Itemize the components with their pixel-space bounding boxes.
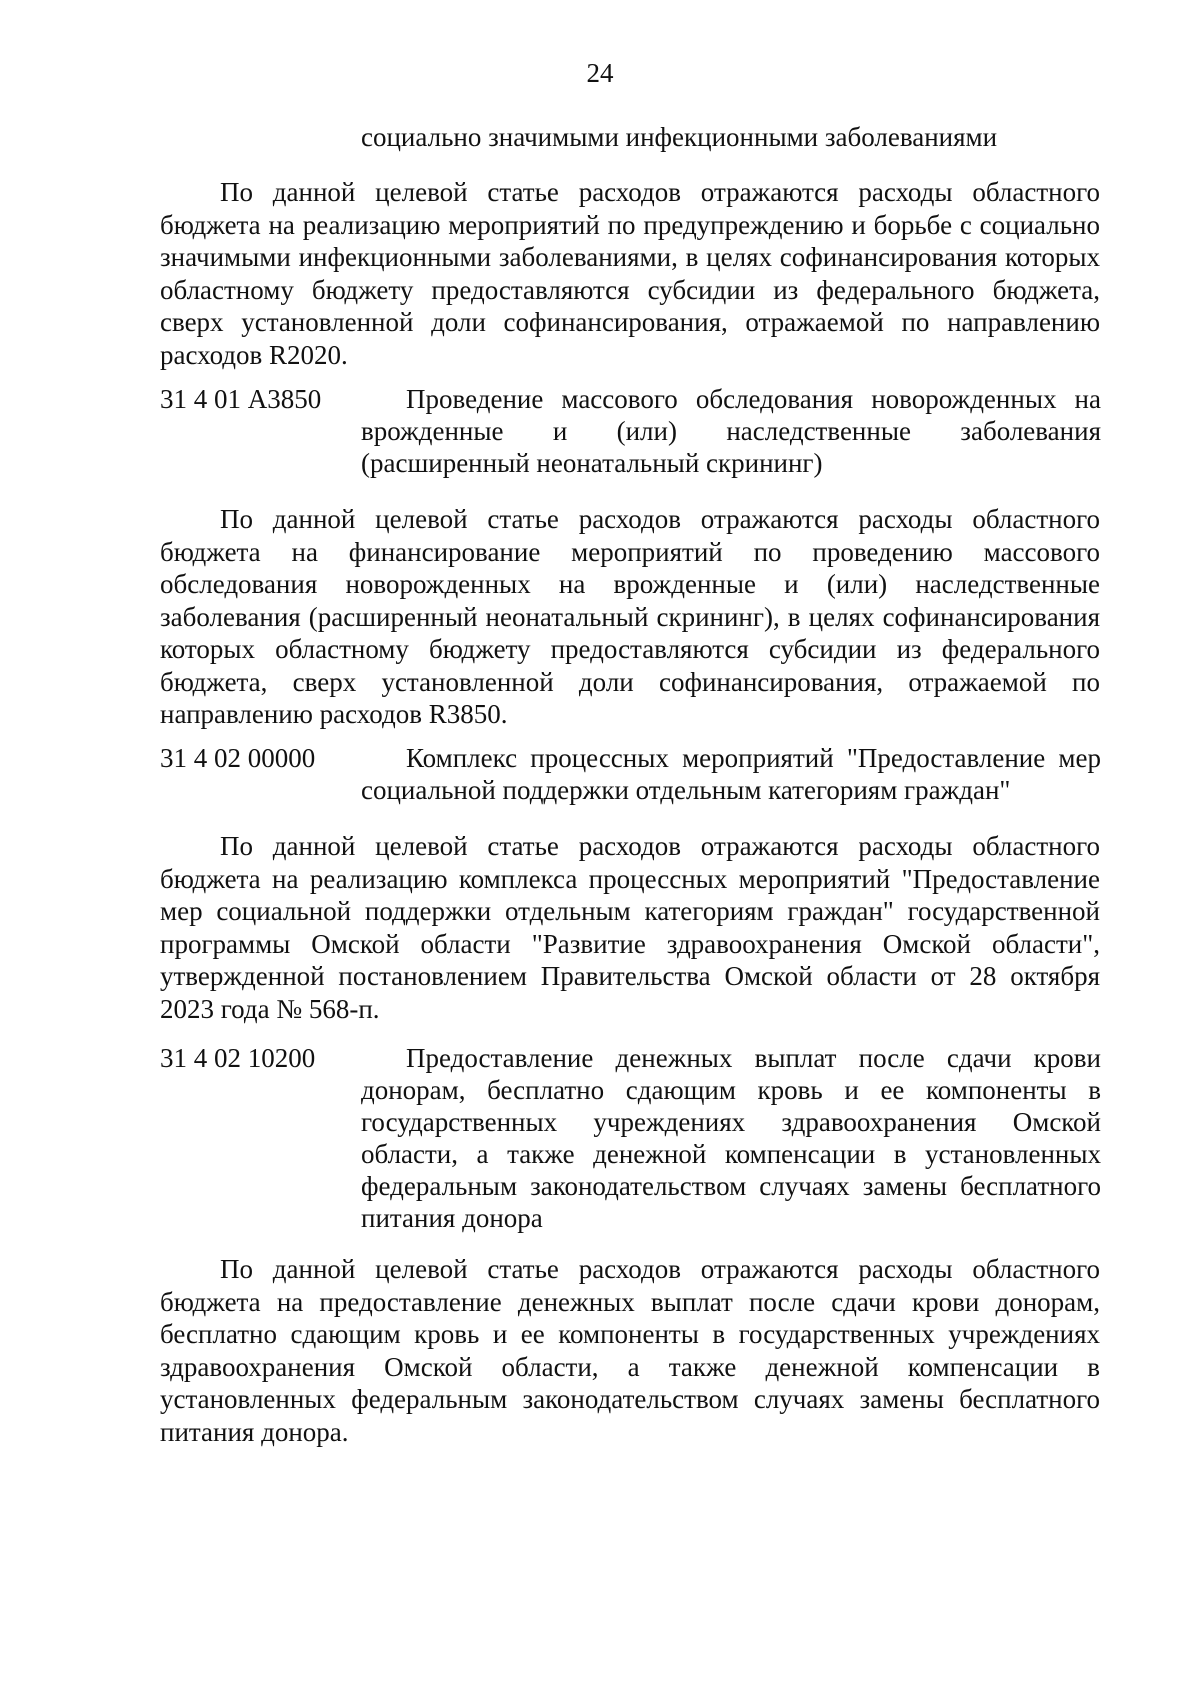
entry-title-1: Проведение массового обследования новорожденных на врожденные и (или) наследственные заболевания (расширенный неонатальный скрининг): [361, 384, 1101, 478]
entry-code-2: 31 4 02 00000: [160, 743, 316, 773]
entry-code-3: 31 4 02 10200: [160, 1043, 316, 1073]
entry-description-2: По данной целевой статье расходов отражаются расходы областного бюджета на реализацию комплекса процессных мероприятий "Предоставление мер социальной поддержки отдельным категориям граждан" государственной программы Омской области "Развитие здравоохранения Омской области", утвержденной постановлением Правительства Омской области от 28 октября 2023 года № 568-п.: [160, 831, 1100, 1024]
entry-code-1: 31 4 01 А3850: [160, 384, 322, 414]
entry-title-2: Комплекс процессных мероприятий "Предоставление мер социальной поддержки отдельным категориям граждан": [361, 743, 1101, 805]
heading-continuation: социально значимыми инфекционными заболеваниями: [361, 122, 998, 152]
paragraph-1: По данной целевой статье расходов отражаются расходы областного бюджета на реализацию мероприятий по предупреждению и борьбе с социально значимыми инфекционными заболеваниями, в целях софинансирования которых областному бюджету предоставляются субсидии из федерального бюджета, сверх установленной доли софинансирования, отражаемой по направлению расходов R2020.: [160, 177, 1100, 370]
entry-title-3: Предоставление денежных выплат после сдачи крови донорам, бесплатно сдающим кровь и ее компоненты в государственных учреждениях здравоохранения Омской области, а также денежной компенсации в установленных федеральным законодательством случаях замены бесплатного питания донора: [361, 1043, 1101, 1233]
entry-description-1: По данной целевой статье расходов отражаются расходы областного бюджета на финансирование мероприятий по проведению массового обследования новорожденных на врожденные и (или) наследственные заболевания (расширенный неонатальный скрининг), в целях софинансирования которых областному бюджету предоставляются субсидии из федерального бюджета, сверх установленной доли софинансирования, отражаемой по направлению расходов R3850.: [160, 504, 1100, 729]
entry-description-3: По данной целевой статье расходов отражаются расходы областного бюджета на предоставление денежных выплат после сдачи крови донорам, бесплатно сдающим кровь и ее компоненты в государственных учреждениях здравоохранения Омской области, а также денежной компенсации в установленных федеральным законодательством случаях замены бесплатного питания донора.: [160, 1254, 1100, 1447]
page-number: 24: [586, 58, 614, 88]
